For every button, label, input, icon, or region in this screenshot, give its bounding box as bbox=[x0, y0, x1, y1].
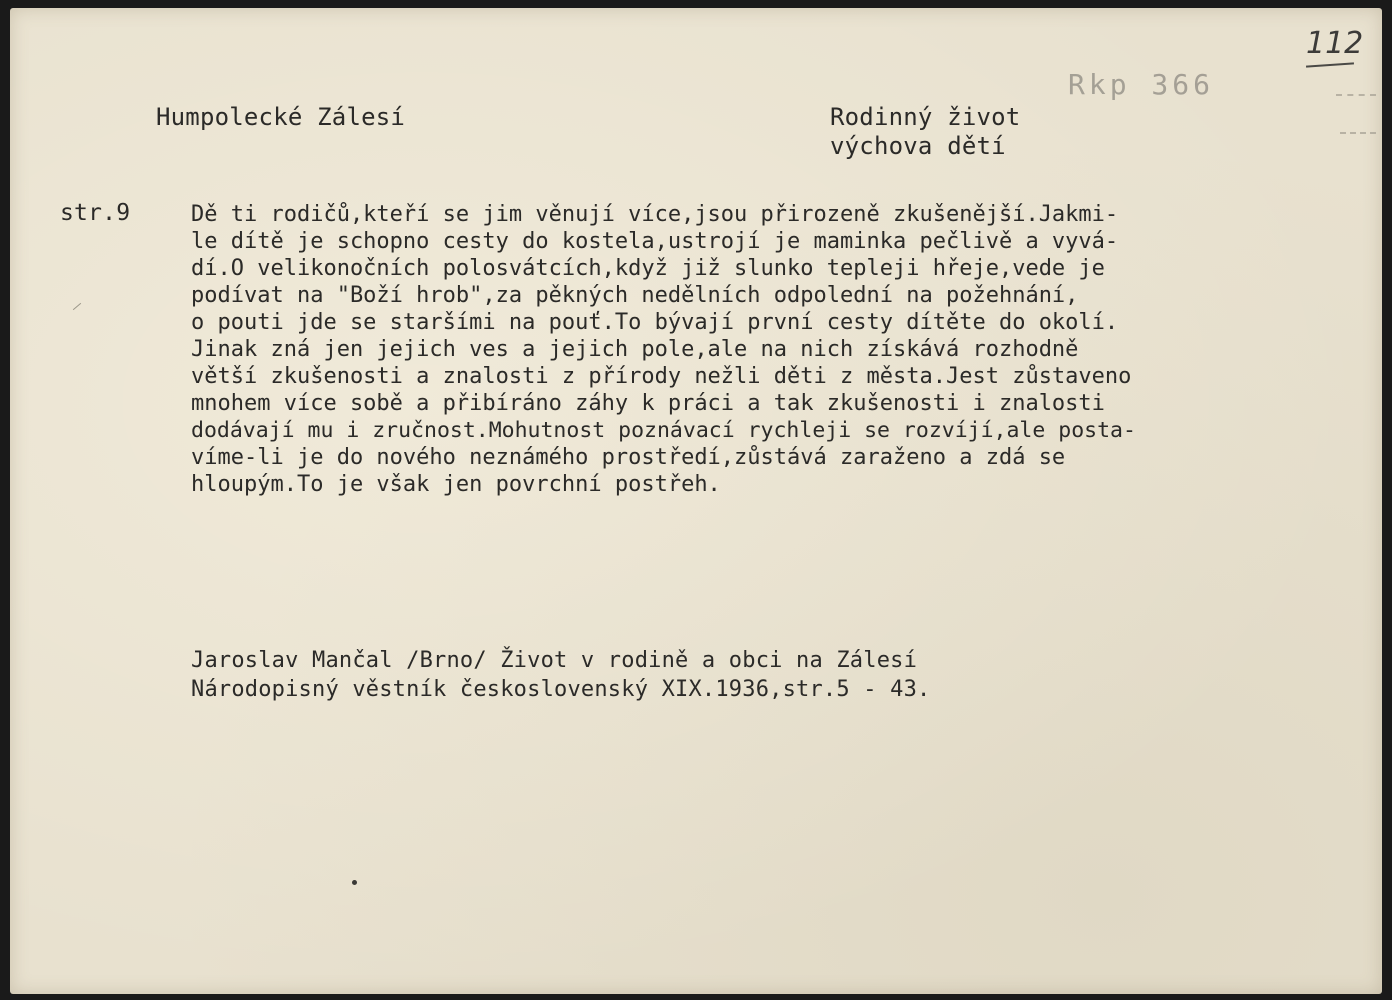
edge-mark-top bbox=[1336, 94, 1376, 96]
citation-author-title: Jaroslav Mančal /Brno/ Život v rodině a obci na Zálesí bbox=[191, 648, 918, 673]
ink-dot bbox=[352, 880, 357, 885]
body-line: větší zkušenosti a znalosti z přírody nežli děti z města.Jest zůstaveno bbox=[191, 364, 1132, 389]
body-line: dodávají mu i zručnost.Mohutnost poznávací rychleji se rozvíjí,ale posta- bbox=[191, 418, 1136, 443]
body-line: dí.O velikonočních polosvátcích,když již slunko tepleji hřeje,vede je bbox=[191, 256, 1105, 281]
edge-mark-bottom bbox=[1340, 132, 1376, 134]
body-line: podívat na "Boží hrob",za pěkných nedělních odpolední na požehnání, bbox=[191, 283, 1079, 308]
archive-stamp: Rkp 366 bbox=[1068, 68, 1215, 101]
page-reference: str.9 bbox=[60, 200, 131, 226]
body-line: le dítě je schopno cesty do kostela,ustrojí je maminka pečlivě a vyvá- bbox=[191, 229, 1119, 254]
paper-mark bbox=[73, 303, 81, 310]
citation-source: Národopisný věstník československý XIX.1936,str.5 - 43. bbox=[191, 677, 931, 702]
body-line: o pouti jde se staršími na pouť.To bývají první cesty dítěte do okolí. bbox=[191, 310, 1119, 335]
page-number-underline bbox=[1306, 62, 1354, 67]
body-line: mnohem více sobě a přibíráno záhy k práci a tak zkušenosti i znalosti bbox=[191, 391, 1105, 416]
body-line: Dě ti rodičů,kteří se jim věnují více,jsou přirozeně zkušenější.Jakmi- bbox=[191, 202, 1119, 227]
topic-heading-line1: Rodinný život bbox=[830, 103, 1021, 131]
body-line: víme-li je do nového neznámého prostředí,zůstává zaraženo a zdá se bbox=[191, 445, 1066, 470]
topic-heading-line2: výchova dětí bbox=[830, 132, 1006, 160]
location-heading: Humpolecké Zálesí bbox=[156, 103, 406, 131]
body-line: Jinak zná jen jejich ves a jejich pole,ale na nich získává rozhodně bbox=[191, 337, 1079, 362]
body-line: hloupým.To je však jen povrchní postřeh. bbox=[191, 472, 721, 497]
page-number: 112 bbox=[1306, 26, 1364, 61]
index-card bbox=[10, 8, 1382, 994]
